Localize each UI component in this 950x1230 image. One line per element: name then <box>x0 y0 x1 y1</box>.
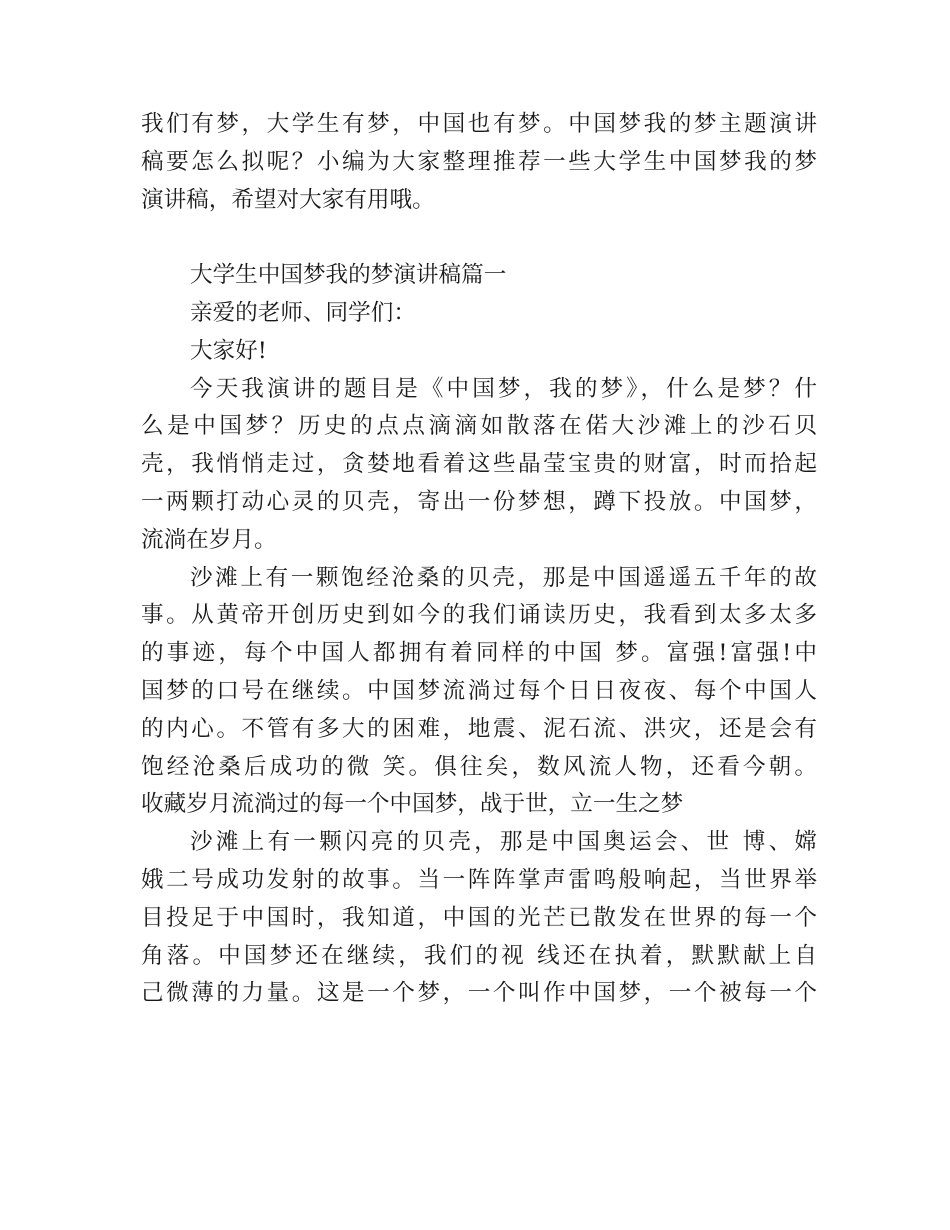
paragraph-3-line: 己微薄的力量。这是一个梦，一个叫作中国梦，一个被每一个 <box>141 980 817 1007</box>
intro-line: 演讲稿，希望对大家有用哦。 <box>141 186 435 213</box>
paragraph-3-line: 沙滩上有一颗闪亮的贝壳，那是中国奥运会、世 博、嫦 <box>190 829 817 856</box>
paragraph-2-line: 的内心。不管有多大的困难，地震、泥石流、洪灾，还是会有 <box>141 715 817 742</box>
paragraph-2-line: 饱经沧桑后成功的微 笑。俱往矣，数风流人物，还看今朝。 <box>141 753 817 780</box>
paragraph-1-line: 流淌在岁月。 <box>141 526 277 553</box>
paragraph-1-line: 么是中国梦？历史的点点滴滴如散落在偌大沙滩上的沙石贝 <box>141 413 817 440</box>
paragraph-1-line: 壳，我悄悄走过，贪婪地看着这些晶莹宝贵的财富，时而拾起 <box>141 451 817 478</box>
paragraph-1-line: 今天我演讲的题目是《中国梦，我的梦》，什么是梦？什 <box>190 375 817 402</box>
paragraph-2-line: 的事迹，每个中国人都拥有着同样的中国 梦。富强!富强!中 <box>141 640 817 667</box>
paragraph-2-line: 收藏岁月流淌过的每一个中国梦，战于世，立一生之梦 <box>141 791 684 818</box>
paragraph-2-line: 沙滩上有一颗饱经沧桑的贝壳，那是中国遥遥五千年的故 <box>190 564 817 591</box>
paragraph-gap <box>141 219 817 257</box>
paragraph-2-line: 事。从黄帝开创历史到如今的我们诵读历史，我看到太多太多 <box>141 602 817 629</box>
paragraph-3-line: 角落。中国梦还在继续，我们的视 线还在执着，默默献上自 <box>141 942 817 969</box>
salutation: 亲爱的老师、同学们： <box>190 299 416 326</box>
paragraph-1-line: 一两颗打动心灵的贝壳，寄出一份梦想，蹲下投放。中国梦， <box>141 488 817 515</box>
paragraph-3-line: 娥二号成功发射的故事。当一阵阵掌声雷鸣般响起，当世界举 <box>141 866 817 893</box>
document-body <box>141 106 817 1013</box>
section-heading: 大学生中国梦我的梦演讲稿篇一 <box>190 262 507 289</box>
intro-line: 我们有梦，大学生有梦，中国也有梦。中国梦我的梦主题演讲 <box>141 111 817 137</box>
paragraph-3-line: 目投足于中国时，我知道，中国的光芒已散发在世界的每一个 <box>141 904 817 931</box>
greeting: 大家好! <box>190 337 267 364</box>
paragraph-2-line: 国梦的口号在继续。中国梦流淌过每个日日夜夜、每个中国人 <box>141 677 817 704</box>
intro-line: 稿要怎么拟呢？小编为大家整理推荐一些大学生中国梦我的梦 <box>141 148 817 175</box>
